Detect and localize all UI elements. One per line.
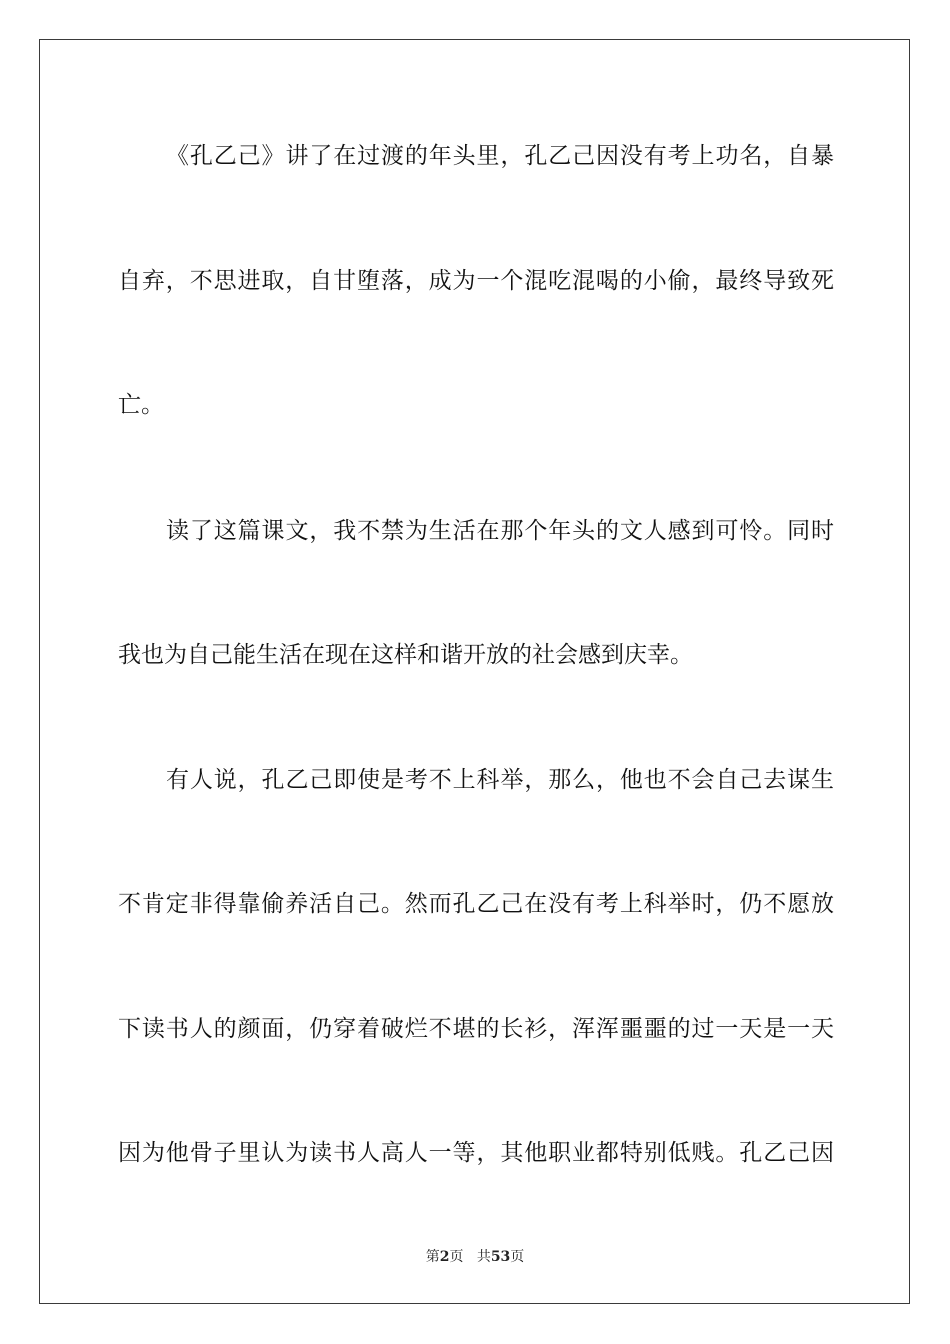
page-number: 2 (439, 1249, 450, 1265)
paragraph-line: 亡。 (118, 392, 164, 418)
paragraph-line: 有人说，孔乙己即使是考不上科举，那么，他也不会自己去谋生 (166, 767, 834, 793)
paragraph-line: 我也为自己能生活在现在这样和谐开放的社会感到庆幸。 (118, 642, 693, 668)
paragraph-line: 《孔乙己》讲了在过渡的年头里，孔乙己因没有考上功名，自暴 (166, 143, 834, 169)
paragraph-line: 不肯定非得靠偷养活自己。然而孔乙己在没有考上科举时，仍不愿放 (118, 891, 834, 917)
paragraph-line: 读了这篇课文，我不禁为生活在那个年头的文人感到可怜。同时 (166, 518, 834, 544)
footer-prefix: 第 (425, 1249, 440, 1265)
paragraph-line: 自弃，不思进取，自甘堕落，成为一个混吃混喝的小偷，最终导致死 (118, 268, 834, 294)
page-footer (0, 1246, 950, 1266)
paragraph-line: 因为他骨子里认为读书人高人一等，其他职业都特别低贱。孔乙己因 (118, 1140, 834, 1166)
footer-total-prefix: 共 (476, 1249, 491, 1265)
page-total: 53 (490, 1249, 511, 1265)
footer-page-suffix: 页 (449, 1249, 464, 1265)
footer-total-suffix: 页 (510, 1249, 525, 1265)
page-border (39, 39, 910, 1304)
paragraph-line: 下读书人的颜面，仍穿着破烂不堪的长衫，浑浑噩噩的过一天是一天 (118, 1016, 834, 1042)
